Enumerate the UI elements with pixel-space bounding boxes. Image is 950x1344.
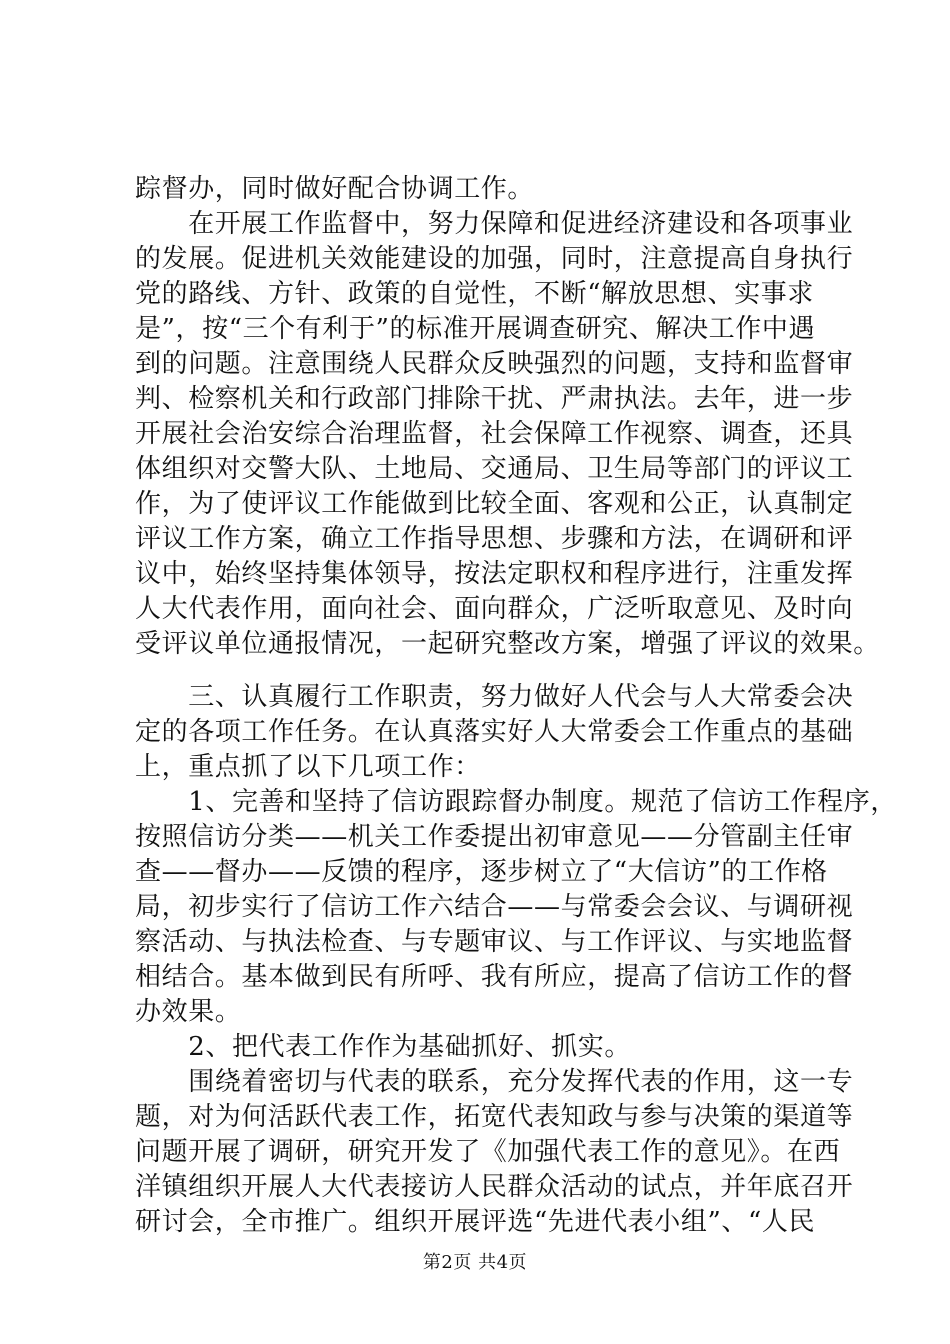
text-line: 议中，始终坚持集体领导，按法定职权和程序进行，注重发挥 bbox=[135, 559, 854, 589]
text-line: 定的各项工作任务。在认真落实好人大常委会工作重点的基础 bbox=[135, 717, 854, 747]
text-line: 局，初步实行了信访工作六结合——与常委会会议、与调研视 bbox=[135, 892, 854, 922]
text-line: 人大代表作用，面向社会、面向群众，广泛听取意见、及时向 bbox=[135, 594, 854, 624]
text-line: 相结合。基本做到民有所呼、我有所应，提高了信访工作的督 bbox=[135, 962, 854, 992]
text-line: 围绕着密切与代表的联系，充分发挥代表的作用，这一专 bbox=[135, 1067, 854, 1097]
text-line: 查——督办——反馈的程序，逐步树立了“大信访”的工作格 bbox=[135, 857, 828, 887]
text-line: 按照信访分类——机关工作委提出初审意见——分管副主任审 bbox=[135, 822, 854, 852]
text-line: 的发展。促进机关效能建设的加强，同时，注意提高自身执行 bbox=[135, 244, 854, 274]
text-line: 在开展工作监督中，努力保障和促进经济建设和各项事业 bbox=[135, 209, 854, 239]
text-line: 1、完善和坚持了信访跟踪督办制度。规范了信访工作程序， bbox=[135, 787, 897, 817]
text-line: 踪督办，同时做好配合协调工作。 bbox=[135, 174, 535, 204]
text-line: 办效果。 bbox=[135, 997, 242, 1027]
text-line: 研讨会，全市推广。组织开展评选“先进代表小组”、“人民 bbox=[135, 1207, 816, 1237]
page-footer: 第2页 共4页 bbox=[422, 1252, 528, 1273]
text-line: 2、把代表工作作为基础抓好、抓实。 bbox=[135, 1032, 631, 1062]
text-line: 受评议单位通报情况，一起研究整改方案，增强了评议的效果。 bbox=[135, 629, 880, 659]
text-line: 作，为了使评议工作能做到比较全面、客观和公正，认真制定 bbox=[135, 489, 854, 519]
text-line: 三、认真履行工作职责，努力做好人代会与人大常委会决 bbox=[135, 682, 854, 712]
text-line: 开展社会治安综合治理监督，社会保障工作视察、调查，还具 bbox=[135, 419, 854, 449]
text-line: 到的问题。注意围绕人民群众反映强烈的问题，支持和监督审 bbox=[135, 349, 854, 379]
text-line: 党的路线、方针、政策的自觉性，不断“解放思想、实事求 bbox=[135, 279, 814, 309]
text-line: 问题开展了调研，研究开发了《加强代表工作的意见》。在西 bbox=[135, 1137, 841, 1167]
text-line: 评议工作方案，确立工作指导思想、步骤和方法，在调研和评 bbox=[135, 524, 854, 554]
text-line: 是”，按“三个有利于”的标准开展调查研究、解决工作中遇 bbox=[135, 314, 816, 344]
text-line: 题，对为何活跃代表工作，拓宽代表知政与参与决策的渠道等 bbox=[135, 1102, 854, 1132]
text-line: 察活动、与执法检查、与专题审议、与工作评议、与实地监督 bbox=[135, 927, 854, 957]
text-line: 判、检察机关和行政部门排除干扰、严肃执法。去年，进一步 bbox=[135, 384, 854, 414]
text-line: 体组织对交警大队、土地局、交通局、卫生局等部门的评议工 bbox=[135, 454, 854, 484]
text-line: 上，重点抓了以下几项工作： bbox=[135, 752, 481, 782]
text-line: 洋镇组织开展人大代表接访人民群众活动的试点，并年底召开 bbox=[135, 1172, 854, 1202]
